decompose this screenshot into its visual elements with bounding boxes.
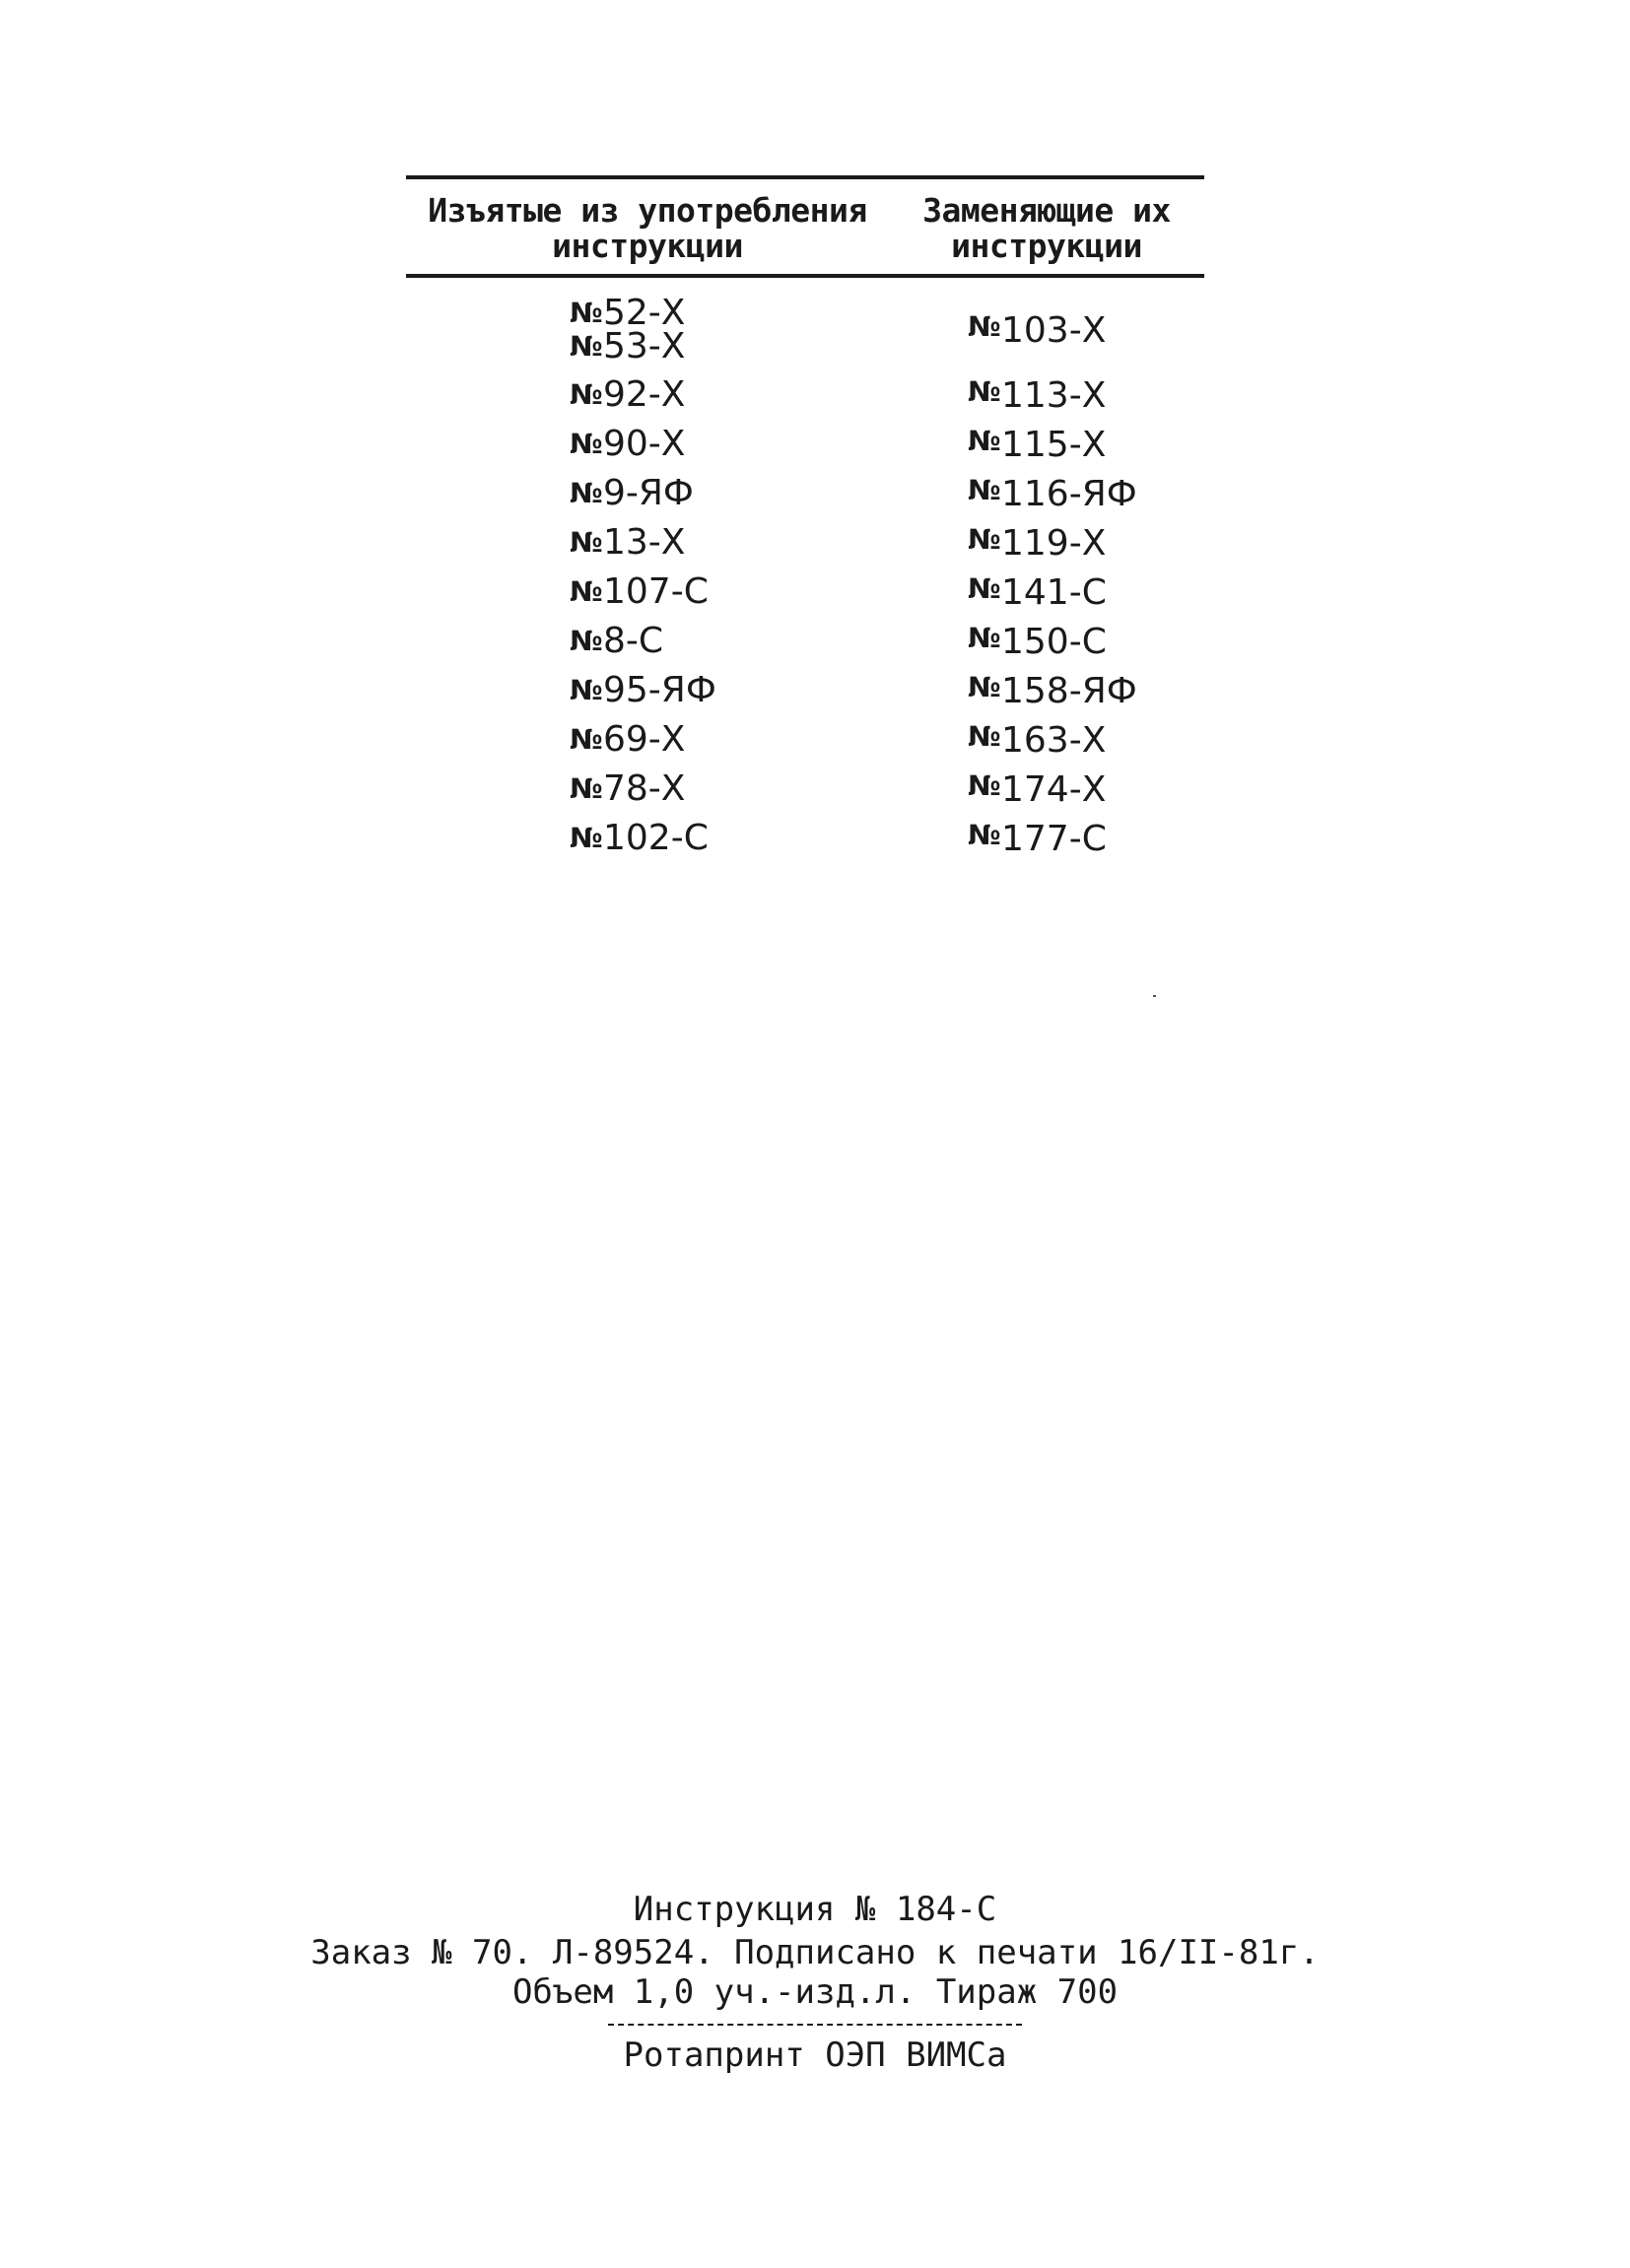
number-sign: № xyxy=(968,473,1001,506)
removed-instruction-code: 8-С xyxy=(603,621,664,661)
number-sign: № xyxy=(968,424,1001,457)
number-sign: № xyxy=(968,309,1001,343)
removed-instruction-code: 13-Х xyxy=(603,522,686,563)
number-sign: № xyxy=(570,378,603,411)
replacing-instruction-cell xyxy=(889,819,1204,859)
header-right-line1: Заменяющие их xyxy=(922,191,1171,230)
replacing-instruction-cell xyxy=(889,622,1204,662)
table-row xyxy=(406,518,1204,567)
replacing-instruction-cell xyxy=(889,720,1204,761)
replacing-instruction-code: 103-Х xyxy=(1001,309,1107,351)
number-sign: № xyxy=(570,625,603,657)
header-right-line2: инструкции xyxy=(951,227,1142,265)
removed-instruction-code: 107-С xyxy=(603,571,709,612)
removed-instruction-cell xyxy=(406,670,889,710)
removed-instruction-code: 78-Х xyxy=(603,768,686,809)
replacing-instruction-code: 177-С xyxy=(1001,818,1107,859)
removed-instruction-cell xyxy=(406,473,889,513)
colophon-instruction-number: Инструкция № 184-С xyxy=(633,1890,997,1929)
removed-instruction-code: 69-Х xyxy=(603,719,686,760)
number-sign: № xyxy=(968,374,1001,408)
number-sign: № xyxy=(570,772,603,805)
replacing-instruction-code: 141-С xyxy=(1001,571,1107,613)
header-replacing-instructions xyxy=(889,193,1204,264)
removed-instruction-code: 92-Х xyxy=(603,374,686,415)
replacing-instruction-code: 115-Х xyxy=(1001,424,1107,465)
replacing-instruction-cell xyxy=(889,425,1204,465)
removed-instruction-cell xyxy=(406,374,889,415)
table-row xyxy=(406,814,1204,863)
replacing-instruction-cell xyxy=(889,310,1204,351)
replacing-instruction-code: 163-Х xyxy=(1001,719,1107,761)
removed-instruction-code: 90-Х xyxy=(603,424,686,464)
removed-instruction-cell xyxy=(406,293,889,367)
number-sign: № xyxy=(968,768,1001,802)
print-speck xyxy=(1153,995,1156,997)
number-sign: № xyxy=(570,297,603,329)
table-row xyxy=(406,469,1204,518)
removed-instruction-cell xyxy=(406,768,889,809)
header-left-line1: Изъятые из употребления xyxy=(428,191,867,230)
number-sign: № xyxy=(570,575,603,608)
replacing-instruction-code: 113-Х xyxy=(1001,374,1107,416)
number-sign: № xyxy=(570,674,603,706)
table-row xyxy=(406,567,1204,617)
colophon-separator xyxy=(608,2024,1022,2026)
table-row xyxy=(406,420,1204,469)
number-sign: № xyxy=(968,621,1001,654)
replacing-instruction-cell xyxy=(889,474,1204,514)
colophon xyxy=(0,1890,1630,2075)
replacing-instruction-code: 119-Х xyxy=(1001,522,1107,564)
number-sign: № xyxy=(968,522,1001,556)
table-row xyxy=(406,290,1204,370)
removed-instruction-cell xyxy=(406,621,889,661)
replacing-instruction-code: 150-С xyxy=(1001,621,1107,662)
replacing-instruction-code: 158-ЯФ xyxy=(1001,670,1137,711)
table-row xyxy=(406,715,1204,765)
number-sign: № xyxy=(570,723,603,756)
colophon-printer-line: Ротапринт ОЭП ВИМСа xyxy=(623,2035,1007,2075)
removed-instruction-cell xyxy=(406,571,889,612)
table-row xyxy=(406,370,1204,420)
removed-instruction-cell xyxy=(406,818,889,858)
removed-instruction-code: 95-ЯФ xyxy=(603,670,716,710)
number-sign: № xyxy=(570,330,603,363)
number-sign: № xyxy=(968,719,1001,753)
number-sign: № xyxy=(570,477,603,509)
replacing-instruction-cell xyxy=(889,375,1204,416)
table-header-rule xyxy=(406,274,1204,278)
table-body xyxy=(406,290,1204,863)
replacing-instruction-cell xyxy=(889,769,1204,810)
header-left-line2: инструкции xyxy=(552,227,743,265)
colophon-order-line: Заказ № 70. Л-89524. Подписано к печати 16/II-81г. xyxy=(310,1933,1320,1972)
number-sign: № xyxy=(968,818,1001,851)
table-row xyxy=(406,666,1204,715)
header-removed-instructions xyxy=(406,193,889,264)
table-header xyxy=(406,179,1204,274)
number-sign: № xyxy=(570,526,603,559)
number-sign: № xyxy=(570,822,603,854)
replacing-instruction-cell xyxy=(889,572,1204,613)
removed-instruction-cell xyxy=(406,719,889,760)
table-row xyxy=(406,765,1204,814)
number-sign: № xyxy=(570,428,603,460)
replacing-instruction-cell xyxy=(889,671,1204,711)
instructions-table xyxy=(406,175,1204,863)
replacing-instruction-cell xyxy=(889,523,1204,564)
colophon-volume-line: Объем 1,0 уч.-изд.л. Тираж 700 xyxy=(511,1972,1119,2012)
number-sign: № xyxy=(968,571,1001,605)
removed-instruction-code: 52-Х xyxy=(603,293,686,333)
removed-instruction-cell xyxy=(406,522,889,563)
replacing-instruction-code: 174-Х xyxy=(1001,768,1107,810)
removed-instruction-code: 9-ЯФ xyxy=(603,473,694,513)
replacing-instruction-code: 116-ЯФ xyxy=(1001,473,1137,514)
removed-instruction-code: 102-С xyxy=(603,818,709,858)
removed-instruction-code: 53-Х xyxy=(603,326,686,367)
removed-instruction-cell xyxy=(406,424,889,464)
table-row xyxy=(406,617,1204,666)
number-sign: № xyxy=(968,670,1001,703)
